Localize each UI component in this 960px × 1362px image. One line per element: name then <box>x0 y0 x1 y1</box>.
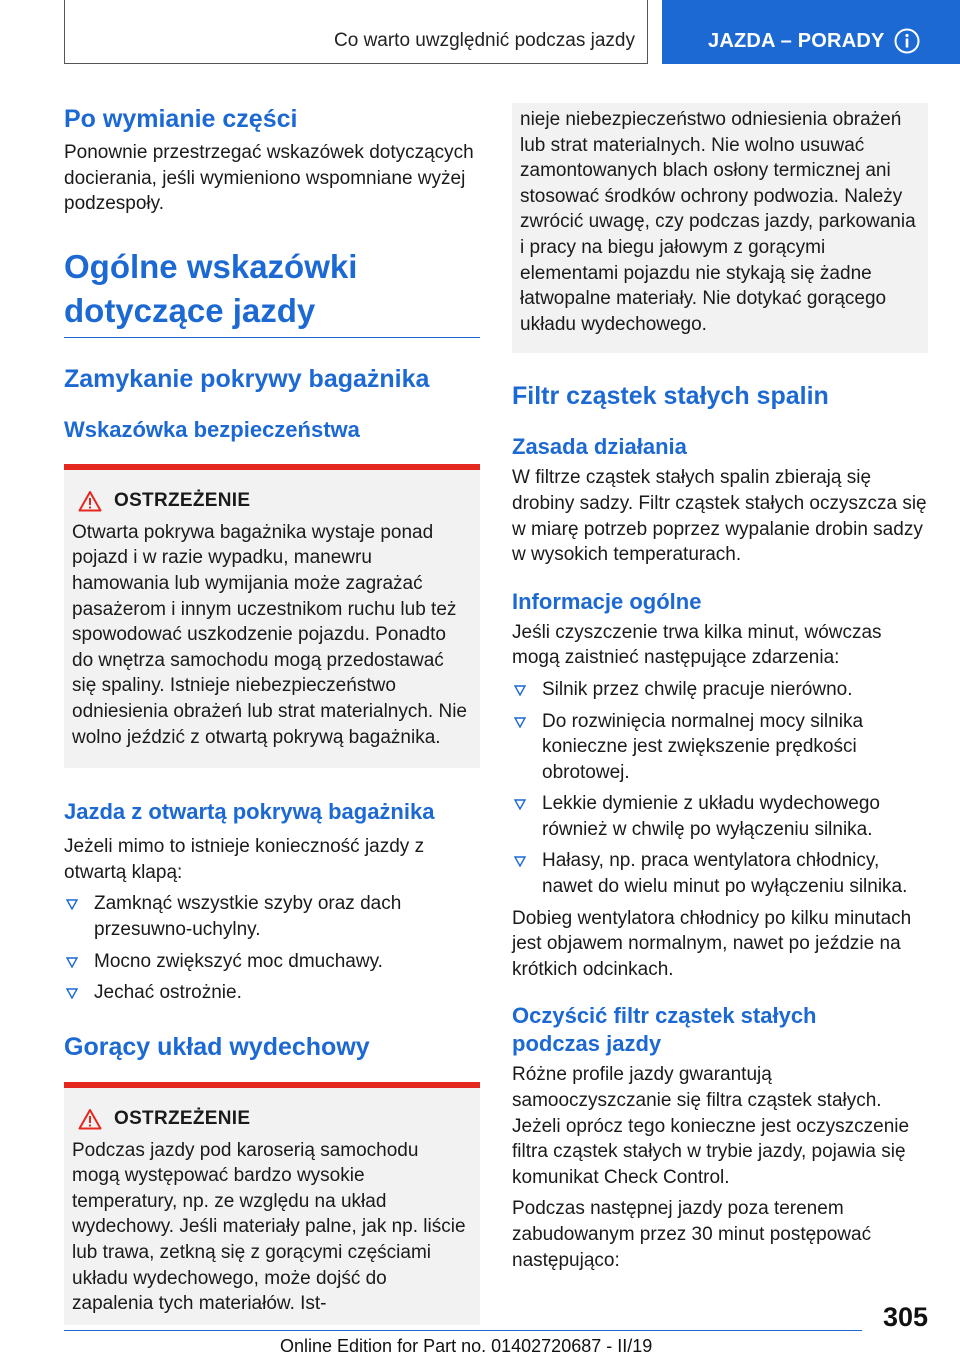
triangle-bullet-icon <box>514 856 526 867</box>
subsection-title-safety-note: Wskazówka bezpieczeństwa <box>64 416 360 442</box>
warning-title: OSTRZEŻENIE <box>114 1107 251 1129</box>
triangle-bullet-icon <box>66 988 78 999</box>
list-item: Hałasy, np. praca wentylatora chłodnicy, nawet do wielu minut po wyłączeniu silnika. <box>512 848 928 899</box>
page-number: 305 <box>882 1302 928 1332</box>
list-open-trunk <box>64 891 480 1005</box>
warning-header <box>64 470 480 512</box>
right-column <box>512 103 928 1273</box>
footer-edition: Online Edition for Part no. 01402720687 - II/19 <box>280 1336 653 1356</box>
section-title-particulate-filter: Filtr cząstek stałych spalin <box>512 382 829 411</box>
warning-triangle-icon <box>78 490 102 512</box>
header-section-title: Co warto uwzględnić podczas jazdy <box>334 30 635 51</box>
list-item: Do rozwinięcia normalnej mocy silnika konieczne jest zwiększenie prędkości obrotowej. <box>512 709 928 786</box>
subsection-title-line-2: podczas jazdy <box>512 1031 662 1057</box>
warning-box-exhaust-continued <box>512 103 928 353</box>
header-chapter-label: JAZDA – PORADY <box>708 30 885 52</box>
list-cleaning-effects <box>512 677 928 900</box>
list-item: Zamknąć wszystkie szyby oraz dach przesuwno-uchylny. <box>64 891 480 942</box>
triangle-bullet-icon <box>514 685 526 696</box>
list-item: Jechać ostrożnie. <box>64 980 480 1006</box>
chapter-title-line-1: Ogólne wskazówki <box>64 247 358 285</box>
subsection-title-clean-filter <box>512 1002 928 1058</box>
triangle-bullet-icon <box>66 957 78 968</box>
warning-box-trunk <box>64 464 480 768</box>
warning-title: OSTRZEŻENIE <box>114 489 251 511</box>
warning-text-trunk: Otwarta pokrywa bagażnika wystaje ponad pojazd i w razie wypadku, manewru hamowania lub wymijania może zagrażać pasażerom i innym uczestnikom ruchu lub też spowodować uszkodzenie pojazdu. Ponadto do wnętrza samochodu mogą przedostawać się spaliny. Istnieje niebezpieczeństwo odniesienia obrażeń lub strat materialnych. Nie wolno jeździć z otwartą pokrywą bagażnika. <box>72 521 467 748</box>
paragraph-next-drive: Podczas następnej jazdy poza terenem zabudowanym przez 30 minut postępować następująco: <box>512 1198 872 1271</box>
left-column <box>64 100 480 1325</box>
chapter-title-driving-tips <box>64 245 480 338</box>
subsection-title-line-1: Oczyścić filtr cząstek stałych <box>512 1003 817 1029</box>
warning-header <box>64 1088 480 1130</box>
section-title-hot-exhaust: Gorący układ wydechowy <box>64 1032 370 1061</box>
subsection-title-principle: Zasada działania <box>512 434 687 460</box>
header-chapter-tab[interactable] <box>662 0 960 64</box>
paragraph-open-trunk: Jeżeli mimo to istnieje konieczność jazdy z otwartą klapą: <box>64 836 425 883</box>
triangle-bullet-icon <box>66 899 78 910</box>
subsection-title-general-info: Informacje ogólne <box>512 588 702 614</box>
warning-text-exhaust-continued: nieje niebezpieczeństwo odniesienia obrażeń lub strat materialnych. Nie wolno usuwać zamontowanych blach osłony termicznej ani stosować środków ochrony podwozia. Należy zwrócić uwagę, czy podczas jazdy, parkowania i pracy na biegu jałowym z gorącymi elementami pojazdu nie stykają się żadne łatwopalne materiały. Nie dotykać gorącego układu wydechowego. <box>520 109 916 335</box>
paragraph-general-info: Jeśli czyszczenie trwa kilka minut, wówczas mogą zaistnieć następujące zdarzenia: <box>512 621 882 669</box>
footer-divider <box>64 1330 862 1331</box>
info-icon[interactable] <box>894 28 920 54</box>
list-item: Silnik przez chwilę pracuje nierówno. <box>512 677 928 703</box>
section-title-after-replacement: Po wymianie części <box>64 105 298 133</box>
subsection-title-open-trunk-driving: Jazda z otwartą pokrywą bagażnika <box>64 799 435 825</box>
warning-box-exhaust <box>64 1082 480 1325</box>
header-section-box <box>64 0 648 64</box>
paragraph-fan-runon: Dobieg wentylatora chłodnicy po kilku minutach jest objawem normalnym, nawet po jeździe na krótkich odcinkach. <box>512 907 912 980</box>
warning-triangle-icon <box>78 1108 102 1130</box>
paragraph-after-replacement: Ponownie przestrzegać wskazówek dotyczących docierania, jeśli wymieniono wspomniane wyżej podzespoły. <box>64 142 474 215</box>
list-item: Lekkie dymienie z układu wydechowego również w chwilę po wyłączeniu silnika. <box>512 791 928 842</box>
chapter-title-line-2: dotyczące jazdy <box>64 291 316 329</box>
triangle-bullet-icon <box>514 799 526 810</box>
triangle-bullet-icon <box>514 717 526 728</box>
section-title-closing-trunk: Zamykanie pokrywy bagażnika <box>64 364 430 393</box>
list-item: Mocno zwiększyć moc dmuchawy. <box>64 949 480 975</box>
warning-text-exhaust: Podczas jazdy pod karoserią samochodu mogą występować bardzo wysokie temperatury, np. ze względu na układ wydechowy. Jeśli materiały palne, jak np. liście lub trawa, zetkną się z gorącymi częściami układu wydechowego, może dojść do zapalenia tych materiałów. Ist- <box>72 1139 466 1315</box>
paragraph-principle: W filtrze cząstek stałych spalin zbierają się drobiny sadzy. Filtr cząstek stałych oczyszcza się w miarę potrzeb poprzez wypalanie drobin sadzy w wysokich temperaturach. <box>512 467 927 566</box>
paragraph-self-cleaning: Różne profile jazdy gwarantują samooczyszczanie się filtra cząstek stałych. Jeżeli oprócz tego konieczne jest oczyszczenie filtra cząstek stałych w trybie jazdy, pojawia się komunikat Check Control. <box>512 1064 910 1188</box>
